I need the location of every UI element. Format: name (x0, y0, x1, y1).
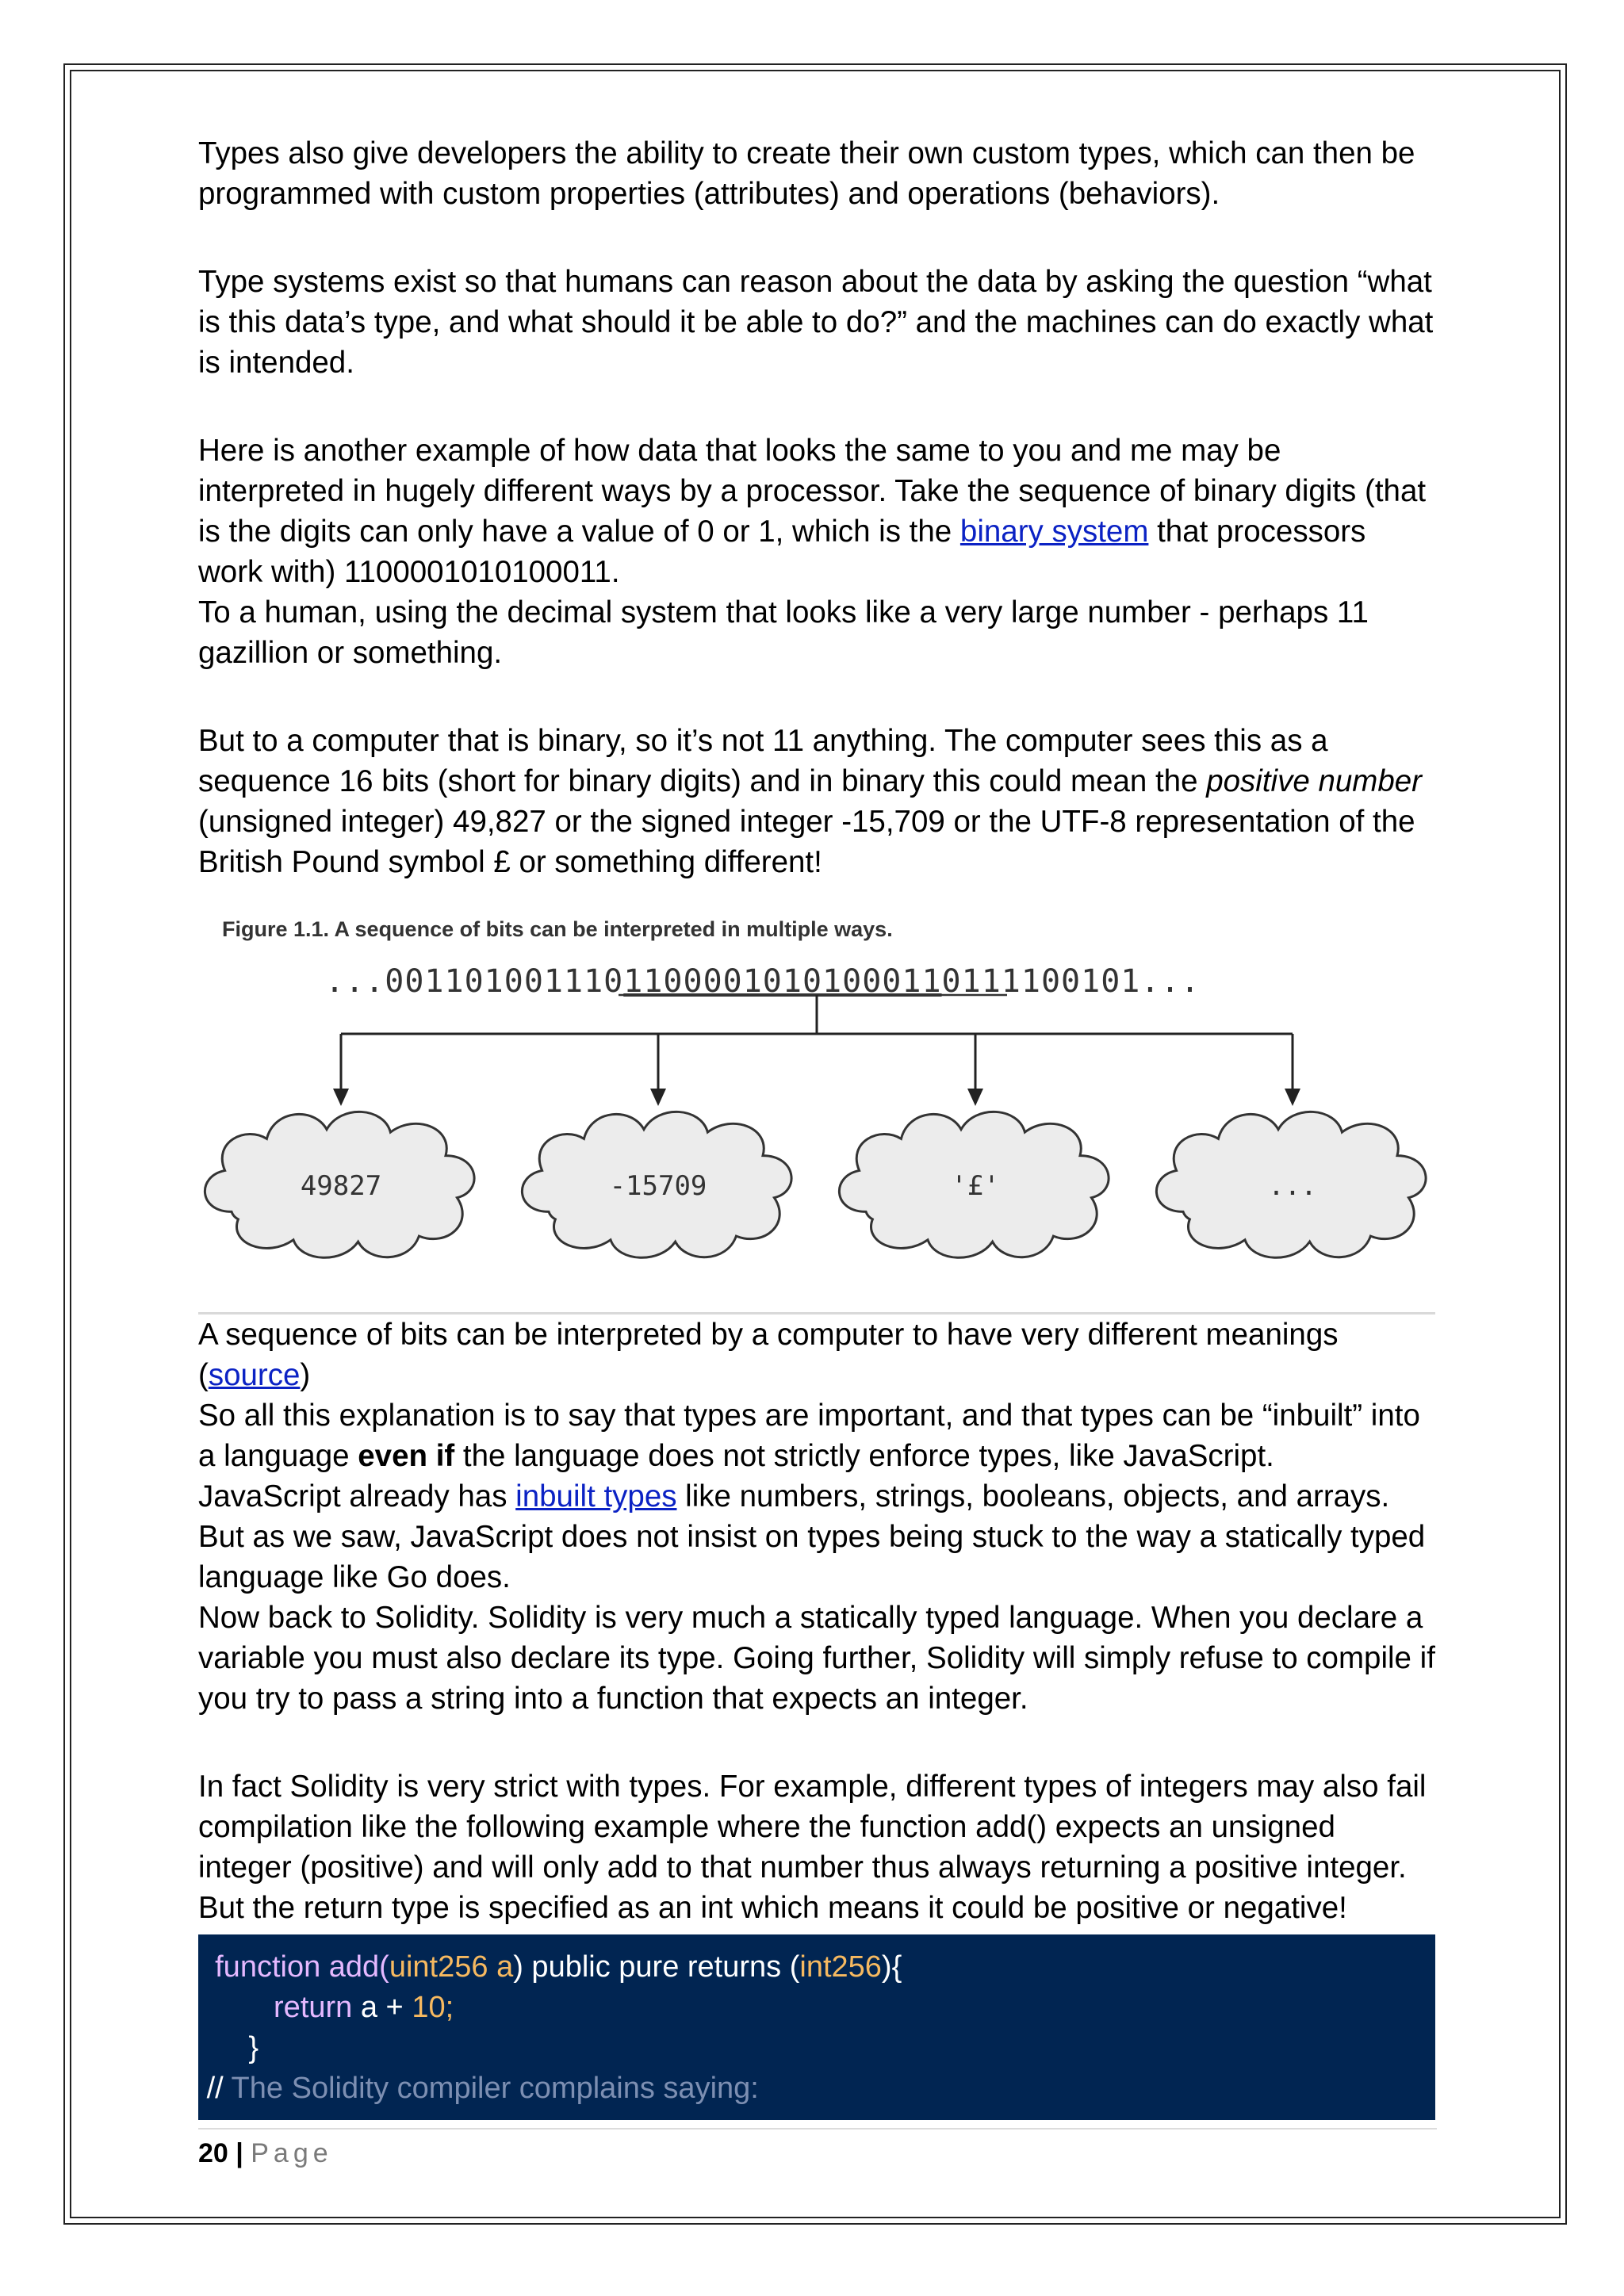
text-span: that processors work with) 1100001010100011. (198, 515, 1366, 589)
link-source[interactable]: source (208, 1358, 301, 1392)
text-span: But to a computer that is binary, so it’s not 11 anything. The computer sees this as a sequence 16 bits (short for binary digits) and in binary this could mean the (198, 724, 1328, 798)
figure-caption (198, 1314, 1435, 1395)
cloud-neg-15709 (522, 1112, 791, 1257)
cloud-label: '£' (951, 1170, 1000, 1202)
footer-divider (198, 2128, 1437, 2130)
figure-title: Figure 1.1. A sequence of bits can be interpreted in multiple ways. (222, 917, 893, 941)
page-label: Page (251, 2138, 333, 2168)
cloud-label: -15709 (609, 1170, 707, 1202)
code-brace: } (248, 2031, 259, 2064)
code-comment-marker: // (206, 2072, 224, 2105)
figure-bit-interpretation (198, 913, 1435, 1309)
code-text: ) public pure returns ( (513, 1950, 800, 1984)
connector-lines (341, 995, 1293, 1089)
code-line-1 (198, 1947, 1435, 1988)
link-inbuilt-types[interactable]: inbuilt types (515, 1479, 677, 1513)
bits-prefix: ...001101001110 (325, 963, 624, 1000)
text-span: like numbers, strings, booleans, objects, and arrays. But as we saw, JavaScript does not insist on types being stuck to the way a statically typed language like Go does. (198, 1479, 1426, 1594)
page-number: 20 (198, 2138, 228, 2168)
code-keyword: function (215, 1950, 321, 1984)
code-line-2 (198, 1988, 1435, 2028)
code-text: ; (445, 1991, 454, 2024)
paragraph-custom-types: Types also give developers the ability to create their own custom types, which can then be programmed with custom properties (attributes) and operations (behaviors). (198, 136, 1415, 211)
text-span: So all this explanation is to say that types are important, and that types can be “inbuilt” into a language (198, 1399, 1420, 1473)
footer-separator: | (228, 2138, 251, 2168)
code-text: ){ (881, 1950, 902, 1984)
code-function-name: add( (320, 1950, 389, 1984)
cloud-ellipsis (1156, 1112, 1426, 1257)
cloud-pound (839, 1112, 1109, 1257)
code-line-4 (198, 2068, 1435, 2109)
page-footer (198, 2136, 333, 2171)
cloud-label: ... (1268, 1170, 1317, 1202)
text-span: A sequence of bits can be interpreted by a computer to have very different meanings ( (198, 1318, 1339, 1392)
paragraph-computer-view (198, 721, 1435, 882)
code-line-3 (198, 2028, 1435, 2068)
paragraph-solidity-static: Now back to Solidity. Solidity is very much a statically typed language. When you declare a variable you must also declare its type. Going further, Solidity will simply refuse to compile if you try to pass a string into a function that expects an integer. (198, 1601, 1435, 1716)
bits-suffix: 0111100101... (941, 963, 1201, 1000)
text-span: Here is another example of how data that looks the same to you and me may be interpreted in hugely different ways by a processor. Take the sequence of binary digits (that is the digits can only have a value of 0 or 1, which is the (198, 434, 1427, 549)
figure-diagram (198, 913, 1435, 1309)
bits-highlight: 1100001010100011 (623, 963, 942, 1000)
cloud-label: 49827 (300, 1170, 382, 1202)
paragraph-solidity-strict: In fact Solidity is very strict with types. For example, different types of integers may also fail compilation like the following example where the function add() expects an unsigned integer (positive) and will only add to that number thus always returning a positive integer. But the return type is specified as an int which means it could be positive or negative! (198, 1770, 1427, 1925)
code-number: 10 (412, 1991, 446, 2024)
code-comment: The Solidity compiler complains saying: (223, 2072, 759, 2105)
paragraph-human-view: To a human, using the decimal system that looks like a very large number - perhaps 11 gazillion or something. (198, 595, 1369, 670)
code-return-type: int256 (799, 1950, 882, 1984)
page-content (198, 133, 1435, 2120)
text-span: ) (300, 1358, 311, 1392)
code-param-type: uint256 a (389, 1950, 514, 1984)
paragraph-binary-example (198, 430, 1435, 592)
cloud-49827 (205, 1112, 474, 1257)
text-span: the language does not strictly enforce types, like JavaScript. (454, 1439, 1274, 1473)
paragraph-types-important (198, 1395, 1435, 1476)
paragraph-type-systems: Type systems exist so that humans can reason about the data by asking the question “what is this data’s type, and what should it be able to do?” and the machines can do exactly what is intended. (198, 265, 1434, 380)
paragraph-javascript-types (198, 1476, 1435, 1598)
bold-text: even if (358, 1439, 455, 1473)
arrowheads (333, 1089, 1300, 1106)
text-span: JavaScript already has (198, 1479, 516, 1513)
code-block (198, 1934, 1435, 2120)
code-text: a + (352, 1991, 412, 2024)
italic-text: positive number (1206, 764, 1422, 798)
link-binary-system[interactable]: binary system (959, 515, 1149, 549)
text-span: (unsigned integer) 49,827 or the signed integer -15,709 or the UTF-8 representation of the British Pound symbol £ or something different! (198, 805, 1415, 879)
code-keyword: return (274, 1991, 353, 2024)
